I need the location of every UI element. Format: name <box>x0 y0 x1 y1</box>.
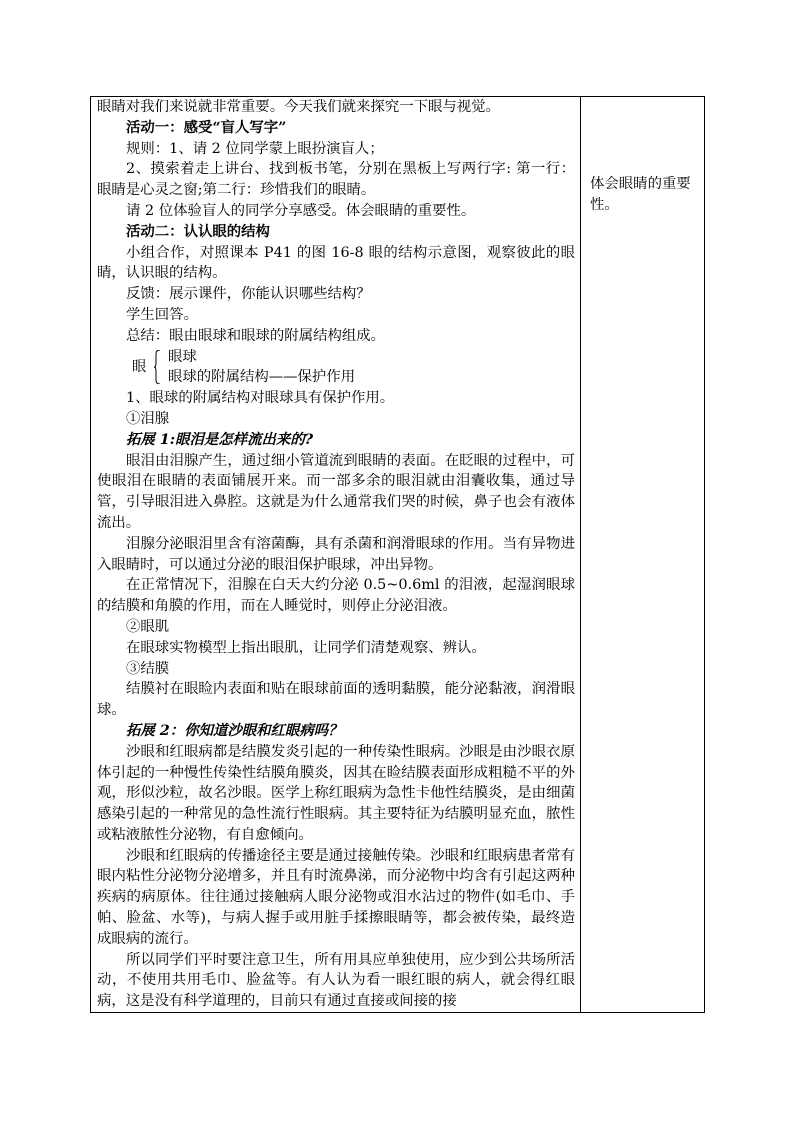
brace-label: 眼 <box>132 358 147 375</box>
paragraph: 1、眼球的附属结构对眼球具有保护作用。 <box>126 390 395 407</box>
paragraph: 眼泪由泪腺产生，通过细小管道流到眼睛的表面。在眨眼的过程中，可使眼泪在眼睛的表面铺展开来。而一部多余的眼泪就由泪囊收集，通过导管，引导眼泪进入鼻腔。这就是为什么通常我们哭的时候，鼻子也会有液体流出。 <box>97 452 575 531</box>
section-heading: 活动二：认认眼的结构 <box>126 222 270 240</box>
paragraph: 所以同学们平时要注意卫生，所有用具应单独使用，应少到公共场所活动，不使用共用毛巾、脸盆等。有人认为看一眼红眼的病人，就会得红眼病，这是没有科学道理的，目前只有通过直接或间接的接 <box>97 951 575 1010</box>
lesson-content-cell <box>91 97 581 1013</box>
paragraph: ①泪腺 <box>126 410 170 427</box>
eye-structure-brace <box>97 347 575 389</box>
section-heading: 拓展 1:眼泪是怎样流出来的? <box>126 430 314 448</box>
teaching-intent-cell <box>581 97 705 1013</box>
paragraph: 眼睛对我们来说就非常重要。今天我们就来探究一下眼与视觉。 <box>97 99 500 115</box>
paragraph: 总结：眼由眼球和眼球的附属结构组成。 <box>126 327 386 344</box>
section-heading: 拓展 2：你知道沙眼和红眼病吗？ <box>126 721 343 739</box>
paragraph: 反馈：展示课件，你能认识哪些结构？ <box>126 286 371 303</box>
paragraph: 沙眼和红眼病都是结膜发炎引起的一种传染性眼病。沙眼是由沙眼衣原体引起的一种慢性传染性结膜角膜炎，因其在睑结膜表面形成粗糙不平的外观，形似沙粒，故名沙眼。医学上称红眼病为急性卡他性结膜炎，是由细菌感染引起的一种常见的急性流行性眼病。其主要特征为结膜明显充血，脓性或粘液脓性分泌物，有自愈倾向。 <box>97 743 575 843</box>
section-heading: 活动一：感受“盲人写字” <box>126 118 287 136</box>
paragraph: ③结膜 <box>126 660 170 677</box>
side-note: 体会眼睛的重要性。 <box>590 176 691 213</box>
paragraph: 请 2 位体验盲人的同学分享感受。体会眼睛的重要性。 <box>126 202 476 219</box>
curly-brace-icon <box>154 350 160 384</box>
paragraph: ②眼肌 <box>126 618 170 635</box>
brace-item-accessory: 眼球的附属结构——保护作用 <box>168 369 356 386</box>
paragraph: 在正常情况下，泪腺在白天大约分泌 0.5~0.6ml 的泪液，起湿润眼球的结膜和角膜的作用，而在人睡觉时，则停止分泌泪液。 <box>97 577 575 615</box>
paragraph: 学生回答。 <box>126 306 198 323</box>
paragraph: 规则：1、请 2 位同学蒙上眼扮演盲人； <box>126 140 384 157</box>
paragraph: 在眼球实物模型上指出眼肌，让同学们清楚观察、辨认。 <box>126 639 486 656</box>
paragraph: 小组合作，对照课本 P41 的图 16-8 眼的结构示意图，观察彼此的眼睛，认识眼的结构。 <box>97 244 575 282</box>
paragraph: 2、摸索着走上讲台、找到板书笔，分别在黑板上写两行字: 第一行：眼睛是心灵之窗;第二行：珍惜我们的眼睛。 <box>97 161 575 199</box>
paragraph: 沙眼和红眼病的传播途径主要是通过接触传染。沙眼和红眼病患者常有眼内粘性分泌物分泌增多，并且有时流鼻涕，而分泌物中均含有引起这两种疾病的病原体。往往通过接触病人眼分泌物或泪水沾过的物件(如毛巾、手帕、脸盆、水等)，与病人握手或用脏手揉擦眼睛等，都会被传染，最终造成眼病的流行。 <box>97 847 575 947</box>
paragraph: 泪腺分泌眼泪里含有溶菌酶，具有杀菌和润滑眼球的作用。当有异物进入眼睛时，可以通过分泌的眼泪保护眼球，冲出异物。 <box>97 535 575 573</box>
lesson-table <box>90 96 705 1013</box>
brace-item-eyeball: 眼球 <box>168 348 197 365</box>
paragraph: 结膜衬在眼睑内表面和贴在眼球前面的透明黏膜，能分泌黏液，润滑眼球。 <box>97 681 575 719</box>
